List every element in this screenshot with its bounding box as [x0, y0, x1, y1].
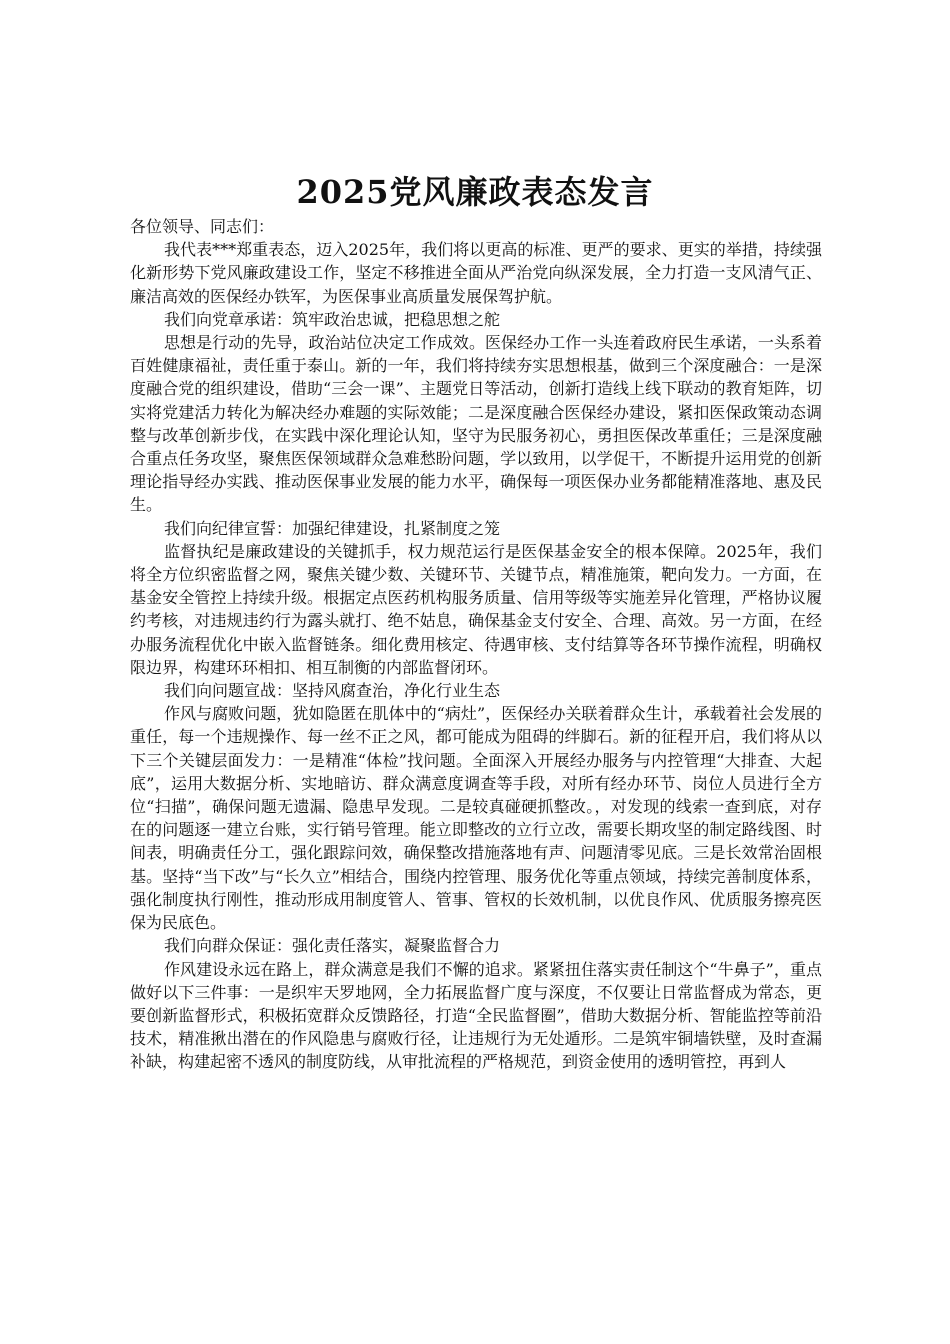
section-heading: 我们向纪律宣誓：加强纪律建设，扎紧制度之笼 [164, 518, 501, 538]
section-paragraph: 监督执纪是廉政建设的关键抓手，权力规范运行是医保基金安全的根本保障。2025年，我们将全方位织密监督之网，聚焦关键少数、关键环节、关键节点，精准施策，靶向发力。一方面，在基金安全管控上持续升级。根据定点医药机构服务质量、信用等级等实施差异化管理，严格协议履约考核，对违规违约行为露头就打、绝不姑息，确保基金支付安全、合理、高效。另一方面，在经办服务流程优化中嵌入监督链条。细化费用核定、待遇审核、支付结算等各环节操作流程，明确权限边界，构建环环相扣、相互制衡的内部监督闭环。 [130, 541, 822, 677]
intro-paragraph: 我代表***郑重表态，迈入2025年，我们将以更高的标准、更严的要求、更实的举措，持续强化新形势下党风廉政建设工作，坚定不移推进全面从严治党向纵深发展，全力打造一支风清气正、廉洁高效的医保经办铁军，为医保事业高质量发展保驾护航。 [130, 240, 822, 306]
section-paragraph: 作风建设永远在路上，群众满意是我们不懈的追求。紧紧扭住落实责任制这个“牛鼻子”，重点做好以下三件事：一是织牢天罗地网，全力拓展监督广度与深度，不仅要让日常监督成为常态，更要创新监督形式，积极拓宽群众反馈路径，打造“全民监督圈”，借助大数据分析、智能监控等前沿技术，精准揪出潜在的作风隐患与腐败行径，让违规行为无处遁形。二是筑牢铜墙铁壁，及时查漏补缺，构建起密不透风的制度防线，从审批流程的严格规范，到资金使用的透明管控，再到人 [130, 959, 822, 1072]
document-body [130, 215, 822, 1074]
section-paragraph: 思想是行动的先导，政治站位决定工作成效。医保经办工作一头连着政府民生承诺，一头系着百姓健康福祉，责任重于泰山。新的一年，我们将持续夯实思想根基，做到三个深度融合：一是深度融合党的组织建设，借助“三会一课”、主题党日等活动，创新打造线上线下联动的教育矩阵，切实将党建活力转化为解决经办难题的实际效能；二是深度融合医保经办建设，紧扣医保政策动态调整与改革创新步伐，在实践中深化理论认知，坚守为民服务初心，勇担医保改革重任；三是深度融合重点任务攻坚，聚焦医保领域群众急难愁盼问题，学以致用，以学促干，不断提升运用党的创新理论指导经办实践、推动医保事业发展的能力水平，确保每一项医保办业务都能精准落地、惠及民生。 [130, 333, 822, 515]
section-paragraph: 作风与腐败问题，犹如隐匿在肌体中的“病灶”，医保经办关联着群众生计，承载着社会发展的重任，每一个违规操作、每一丝不正之风，都可能成为阻碍的绊脚石。新的征程开启，我们将从以下三个关键层面发力：一是精准“体检”找问题。全面深入开展经办服务与内控管理“大排查、大起底”，运用大数据分析、实地暗访、群众满意度调查等手段，对所有经办环节、岗位人员进行全方位“扫描”，确保问题无遗漏、隐患早发现。二是较真碰硬抓整改。，对发现的线索一查到底，对存在的问题逐一建立台账，实行销号管理。能立即整改的立行立改，需要长期攻坚的制定路线图、时间表，明确责任分工，强化跟踪问效，确保整改措施落地有声、问题清零见底。三是长效常治固根基。坚持“当下改”与“长久立”相结合，围绕内控管理、服务优化等重点领域，持续完善制度体系，强化制度执行刚性，推动形成用制度管人、管事、管权的长效机制，以优良作风、优质服务擦亮医保为民底色。 [130, 704, 822, 933]
section-heading: 我们向问题宣战：坚持风腐查治，净化行业生态 [164, 681, 501, 701]
document-title: 2025党风廉政表态发言 [296, 173, 654, 211]
greeting: 各位领导、同志们： [130, 217, 275, 236]
section-heading: 我们向群众保证：强化责任落实，凝聚监督合力 [164, 936, 501, 956]
section-heading: 我们向党章承诺：筑牢政治忠诚，把稳思想之舵 [164, 309, 501, 329]
